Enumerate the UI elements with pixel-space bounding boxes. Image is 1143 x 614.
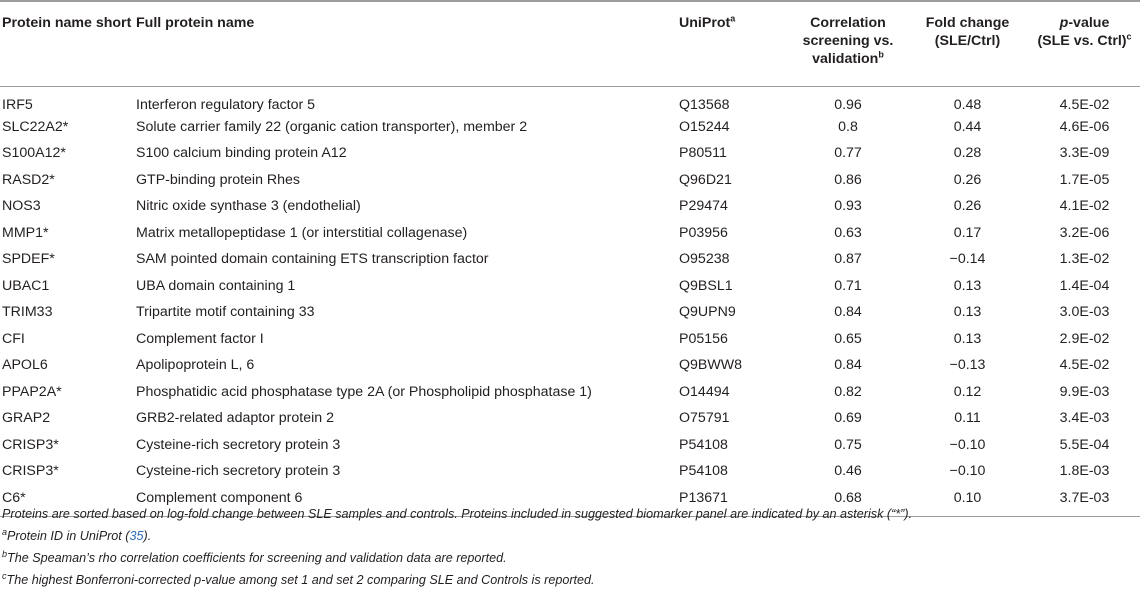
cell-short-name: IRF5 [2, 96, 33, 113]
cell-pvalue: 3.4E-03 [1059, 410, 1110, 426]
cell-uniprot: Q9BSL1 [679, 277, 733, 294]
cell-full-name: Cysteine-rich secretory protein 3 [136, 463, 341, 479]
cell-short-name: TRIM33 [2, 304, 53, 320]
header-short-name: Protein name short [2, 15, 132, 31]
cell-short-name: C6* [2, 489, 26, 506]
cell-correlation: 0.93 [834, 198, 862, 214]
cell-pvalue: 4.5E-02 [1059, 357, 1110, 373]
cell-fold-change: 0.48 [953, 96, 982, 113]
cell-full-name: Cysteine-rich secretory protein 3 [136, 436, 341, 453]
cell-correlation: 0.63 [834, 224, 862, 241]
cell-uniprot: O14494 [679, 383, 730, 400]
cell-full-name: Complement factor I [136, 330, 264, 347]
cell-pvalue: 9.9E-03 [1059, 383, 1110, 400]
table-header-row [0, 1, 1140, 86]
cell-correlation: 0.65 [834, 330, 862, 347]
table-row [0, 86, 1140, 114]
cell-uniprot: P03956 [679, 224, 728, 241]
cell-pvalue: 3.7E-03 [1059, 489, 1110, 506]
table-row [0, 140, 1140, 167]
cell-uniprot: Q13568 [679, 96, 730, 113]
cell-correlation: 0.77 [834, 145, 862, 161]
cell-short-name: SPDEF* [2, 251, 55, 267]
table-row [0, 432, 1140, 459]
cell-short-name: CRISP3* [2, 463, 59, 479]
reference-link-35[interactable]: 35 [129, 529, 144, 543]
cell-pvalue: 4.1E-02 [1059, 198, 1110, 214]
table-body [0, 86, 1140, 516]
cell-fold-change: 0.10 [953, 489, 982, 506]
cell-correlation: 0.86 [834, 171, 862, 188]
header-uniprot: UniProt$^a$ [679, 13, 736, 31]
table-row [0, 352, 1140, 379]
cell-pvalue: 4.6E-06 [1059, 118, 1110, 135]
cell-fold-change: −0.10 [949, 463, 986, 479]
cell-correlation: 0.68 [834, 489, 862, 506]
cell-fold-change: 0.26 [953, 171, 982, 188]
cell-fold-change: −0.13 [949, 357, 986, 373]
cell-fold-change: 0.11 [954, 410, 981, 426]
cell-pvalue: 1.7E-05 [1059, 171, 1110, 188]
cell-full-name: Interferon regulatory factor 5 [136, 96, 316, 113]
footnote-b: $^b$The Speaman’s rho correlation coefficients for screening and validation data are reported. [2, 548, 507, 565]
table-row [0, 299, 1140, 326]
cell-correlation: 0.69 [834, 410, 862, 426]
cell-short-name: MMP1* [2, 224, 49, 241]
table-row [0, 220, 1140, 247]
table-row [0, 405, 1140, 432]
cell-correlation: 0.96 [834, 96, 862, 113]
table-footnotes [2, 503, 1132, 591]
footnote-a: $^a$Protein ID in UniProt (35). [2, 526, 152, 543]
cell-pvalue: 3.3E-09 [1059, 145, 1110, 161]
cell-short-name: GRAP2 [2, 410, 51, 426]
cell-correlation: 0.84 [834, 304, 862, 320]
cell-full-name: S100 calcium binding protein A12 [136, 145, 347, 161]
cell-full-name: Solute carrier family 22 (organic cation transporter), member 2 [136, 118, 528, 135]
footnote-main: Proteins are sorted based on log-fold change between SLE samples and controls. Proteins included in suggested biomarker panel are indicated by an asterisk (“*”). [2, 507, 913, 521]
cell-short-name: S100A12* [2, 145, 66, 161]
cell-correlation: 0.84 [834, 357, 862, 373]
cell-pvalue: 1.3E-02 [1059, 251, 1110, 267]
header-pvalue: p-value (SLE vs. Ctrl)$^c$ [1037, 15, 1132, 49]
cell-full-name: Complement component 6 [136, 489, 303, 506]
cell-uniprot: O95238 [679, 251, 730, 267]
cell-correlation: 0.46 [834, 463, 862, 479]
cell-short-name: PPAP2A* [2, 383, 62, 400]
cell-pvalue: 1.8E-03 [1059, 463, 1110, 479]
cell-uniprot: O15244 [679, 118, 730, 135]
cell-uniprot: Q96D21 [679, 171, 732, 188]
cell-short-name: RASD2* [2, 171, 55, 188]
cell-uniprot: Q9UPN9 [679, 304, 736, 320]
cell-full-name: SAM pointed domain containing ETS transcription factor [136, 251, 489, 267]
cell-fold-change: 0.26 [953, 198, 982, 214]
cell-full-name: Apolipoprotein L, 6 [136, 357, 255, 373]
cell-uniprot: P54108 [679, 436, 728, 453]
cell-full-name: Matrix metallopeptidase 1 (or interstitial collagenase) [136, 224, 468, 241]
cell-fold-change: 0.28 [953, 145, 982, 161]
cell-full-name: GRB2-related adaptor protein 2 [136, 410, 334, 426]
cell-uniprot: P13671 [679, 489, 728, 506]
table-row [0, 273, 1140, 300]
cell-correlation: 0.75 [834, 436, 862, 453]
cell-fold-change: −0.10 [949, 436, 986, 453]
table-row [0, 114, 1140, 141]
header-correlation: Correlation screening vs. validation$^b$ [802, 15, 894, 67]
cell-uniprot: O75791 [679, 410, 730, 426]
cell-uniprot: Q9BWW8 [679, 357, 743, 373]
cell-full-name: GTP-binding protein Rhes [136, 171, 301, 188]
table-row [0, 326, 1140, 353]
cell-short-name: UBAC1 [2, 277, 50, 294]
cell-short-name: NOS3 [2, 198, 41, 214]
cell-uniprot: P29474 [679, 198, 728, 214]
cell-fold-change: 0.13 [953, 330, 982, 347]
cell-uniprot: P05156 [679, 330, 728, 347]
footnote-c: $^c$The highest Bonferroni-corrected p-value among set 1 and set 2 comparing SLE and Controls is reported. [2, 570, 595, 587]
cell-pvalue: 3.0E-03 [1059, 304, 1110, 320]
cell-short-name: CFI [2, 330, 25, 347]
cell-short-name: APOL6 [2, 357, 48, 373]
cell-full-name: Phosphatidic acid phosphatase type 2A (or Phospholipid phosphatase 1) [136, 383, 592, 400]
cell-fold-change: 0.12 [953, 383, 982, 400]
cell-fold-change: 0.13 [953, 304, 982, 320]
table-row [0, 379, 1140, 406]
cell-pvalue: 5.5E-04 [1059, 436, 1110, 453]
cell-uniprot: P54108 [679, 463, 728, 479]
cell-fold-change: 0.17 [953, 224, 982, 241]
cell-short-name: CRISP3* [2, 436, 59, 453]
table-row [0, 246, 1140, 273]
cell-correlation: 0.82 [834, 383, 862, 400]
table-row [0, 193, 1140, 220]
cell-correlation: 0.87 [834, 251, 862, 267]
cell-correlation: 0.8 [838, 118, 858, 135]
cell-full-name: Tripartite motif containing 33 [136, 304, 315, 320]
cell-fold-change: 0.44 [953, 118, 982, 135]
header-fold-change: Fold change (SLE/Ctrl) [925, 15, 1010, 49]
cell-pvalue: 1.4E-04 [1059, 277, 1110, 294]
cell-pvalue: 3.2E-06 [1059, 224, 1110, 241]
cell-fold-change: −0.14 [949, 251, 986, 267]
cell-correlation: 0.71 [834, 277, 862, 294]
cell-pvalue: 4.5E-02 [1059, 96, 1110, 113]
table-row [0, 458, 1140, 485]
header-full-name: Full protein name [136, 15, 255, 31]
cell-pvalue: 2.9E-02 [1059, 330, 1110, 347]
cell-fold-change: 0.13 [953, 277, 982, 294]
cell-short-name: SLC22A2* [2, 118, 69, 135]
cell-full-name: Nitric oxide synthase 3 (endothelial) [136, 198, 361, 214]
cell-uniprot: P80511 [679, 145, 727, 161]
cell-full-name: UBA domain containing 1 [136, 277, 296, 294]
table-row [0, 167, 1140, 194]
